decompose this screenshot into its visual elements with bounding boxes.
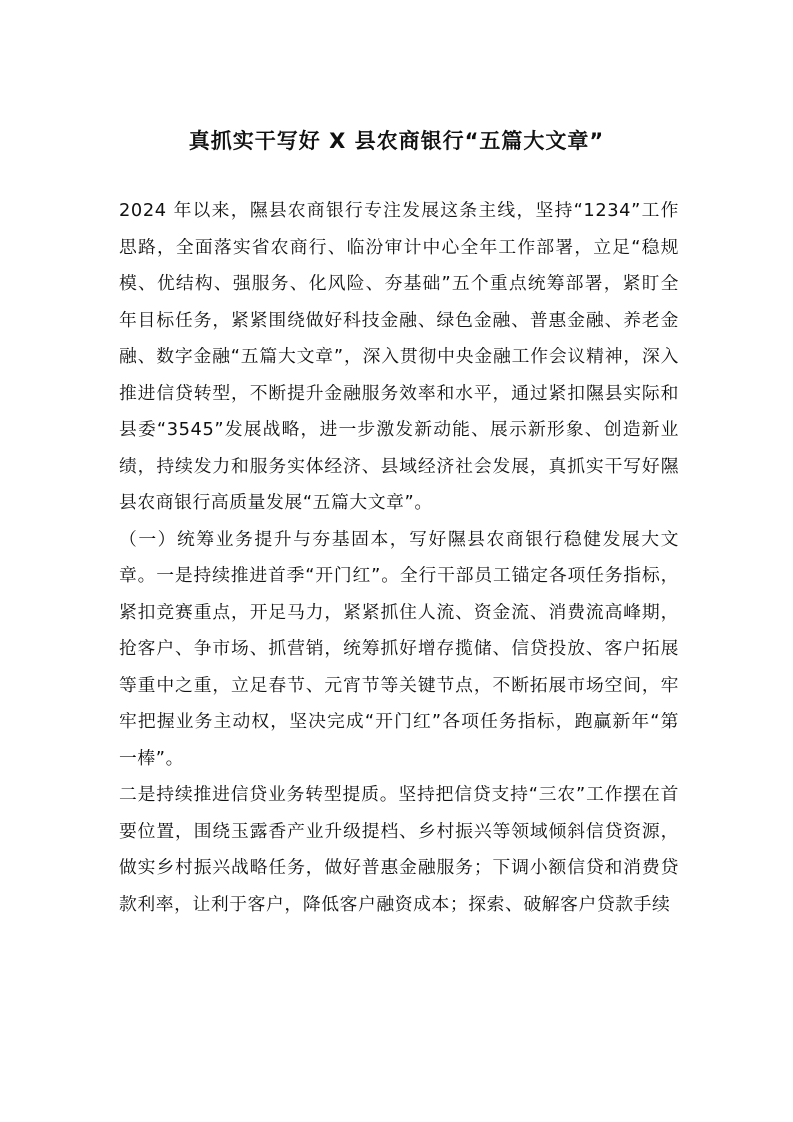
document-body (119, 193, 679, 923)
paragraph-intro: 2024 年以来，隰县农商银行专注发展这条主线，坚持“1234”工作思路，全面落实省农商行、临汾审计中心全年工作部署，立足“稳规模、优结构、强服务、化风险、夯基础”五个重点统筹部署，紧盯全年目标任务，紧紧围绕做好科技金融、绿色金融、普惠金融、养老金融、数字金融“五篇大文章”，深入贯彻中央金融工作会议精神，深入推进信贷转型，不断提升金融服务效率和水平，通过紧扣隰县实际和县委“3545”发展战略，进一步激发新动能、展示新形象、创造新业绩，持续发力和服务实体经济、县域经济社会发展，真抓实干写好隰县农商银行高质量发展“五篇大文章”。 (119, 200, 679, 513)
paragraph-section-1: （一）统筹业务提升与夯基固本，写好隰县农商银行稳健发展大文章。一是持续推进首季“开门红”。全行干部员工锚定各项任务指标，紧扣竞赛重点，开足马力，紧紧抓住人流、资金流、消费流高峰期，抢客户、争市场、抓营销，统筹抓好增存揽储、信贷投放、客户拓展等重中之重，立足春节、元宵节等关键节点，不断拓展市场空间，牢牢把握业务主动权，坚决完成“开门红”各项任务指标，跑赢新年“第一棒”。 (119, 528, 679, 769)
document-title: 真抓实干写好 X 县农商银行“五篇大文章” (188, 129, 605, 153)
paragraph-section-2: 二是持续推进信贷业务转型提质。坚持把信贷支持“三农”工作摆在首要位置，围绕玉露香产业升级提档、乡村振兴等领域倾斜信贷资源，做实乡村振兴战略任务，做好普惠金融服务；下调小额信贷和消费贷款利率，让利于客户，降低客户融资成本；探索、破解客户贷款手续 (119, 784, 679, 915)
